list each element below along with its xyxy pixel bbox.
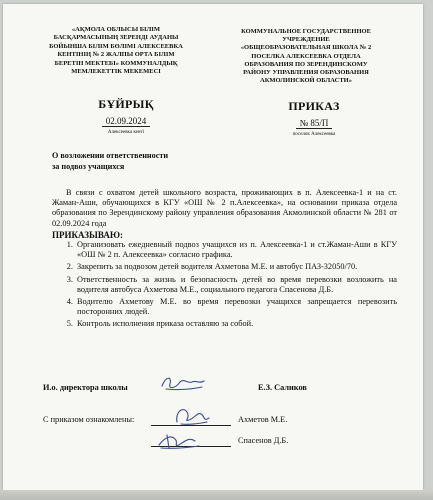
subject-line: О возложении ответственности [52,151,169,160]
header-right-line: РАЙОНУ УПРАВЛЕНИЯ ОБРАЗОВАНИЯ [243,69,369,77]
ack-name-1: Ахметов М.Е. [238,415,288,424]
list-item: 2. Закрепить за подвозом детей водителя Ахметова М.Е. и автобус ПАЗ-32050/70. [75,262,397,272]
list-item: 3. Ответственность за жизнь и безопасность детей во время перевозки возложить на водителя автобуса Ахметова М.Е., социального педагога Спасенова Д.Б. [75,275,397,295]
header-right-line: УЧРЕЖДЕНИЕ [282,36,330,44]
order-title-russian: ПРИКАЗ [288,99,340,113]
order-body [52,188,397,332]
order-place-kazakh: Алексеевка кенті [107,130,145,135]
header-right-russian [227,28,385,85]
list-item: 4. Водителю Ахметову М.Е. во время перевозки учащихся запрещается перевозить посторонних людей. [75,297,397,317]
subject-line: за подвоз учащихся [52,161,125,171]
order-date: 02.09.2024 [102,116,151,127]
header-left-line: «АҚМОЛА ОБЛЫСЫ БІЛІМ [71,26,161,33]
list-item: 1. Организовать ежедневный подвоз учащихся из п. Алексеевка-1 и ст.Жаман-Аши в КГУ «ОШ № 2 п. Алексеевка» согласно графика. [75,240,397,260]
order-title-kazakh: БҰЙРЫҚ [98,97,154,111]
header-right-line: АКМОЛИНСКОЙ ОБЛАСТИ» [260,77,352,85]
orders-label: ПРИКАЗЫВАЮ: [52,229,123,240]
ack-name-2: Спасенов Д.Б. [238,436,289,445]
acknowledged-label: С приказом ознакомлены: [43,415,135,424]
header-right-line: ПОСЕЛКА АЛЕКСЕЕВКА ОТДЕЛА [251,52,361,60]
document-page [3,4,423,490]
header-left-line: БОЙЫНША БІЛІМ БӨЛІМІ АЛЕКСЕЕВКА [49,42,183,50]
header-right-line: ОБРАЗОВАНИЯ ПО ЗЕРЕНДИНСКОМУ [244,60,368,68]
director-label: И.о. директора школы [43,383,128,392]
preamble-paragraph: В связи с охватом детей школьного возраста, проживающих в п. Алексеевка-1 и на ст. Жаман-Аши, обучающихся в КГУ «ОШ № 2 п.Алексеевка», на основании приказа отдела образования по Зерендинскому району управления образования Акмолинской области № 281 от 02.09.2024 года [52,188,397,228]
order-place-russian: поселок Алексеевка [292,132,336,137]
header-left-line: БЕРЕТІН МЕКТЕБІ» КОММУНАЛДЫҚ [54,59,178,67]
director-name: Е.З. Саликов [258,383,307,392]
header-right-line: КОММУНАЛЬНОЕ ГОСУДАРСТВЕННОЕ [241,28,371,35]
director-signature-icon [158,372,206,394]
order-number: № 85/П [296,118,333,129]
header-left-kazakh [41,26,191,76]
ack-signature-2-icon [155,429,201,451]
order-block-russian [259,100,369,138]
header-left-line: МЕМЛЕКЕТТІК МЕКЕМЕСІ [71,68,161,76]
orders-list [52,240,397,330]
order-subject [52,151,252,172]
header-left-line: КЕНТІНІҢ № 2 ЖАЛПЫ ОРТА БІЛІМ [57,51,175,59]
list-item: 5. Контроль исполнения приказа оставляю за собой. [75,319,397,329]
order-block-kazakh [71,98,181,136]
header-right-line: «ОБЩЕОБРАЗОВАТЕЛЬНАЯ ШКОЛА № 2 [240,44,372,52]
header-left-line: БАСҚАРМАСЫНЫҢ ЗЕРЕНДІ АУДАНЫ [53,34,179,42]
scan-bottom-strip [0,490,433,500]
ack-signature-1-icon [171,404,211,428]
